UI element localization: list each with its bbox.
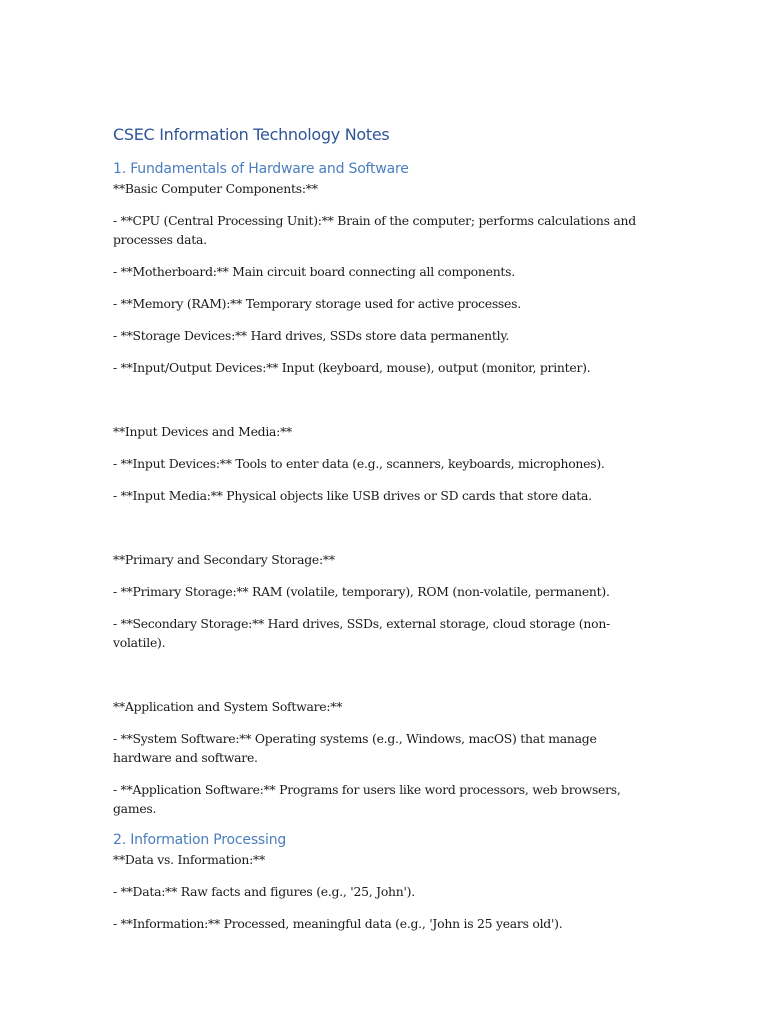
section-heading: 1. Fundamentals of Hardware and Software bbox=[113, 161, 409, 177]
group-subheading: **Basic Computer Components:** bbox=[113, 181, 318, 196]
group-subheading: **Data vs. Information:** bbox=[113, 852, 265, 867]
list-item: - **Data:** Raw facts and figures (e.g., '25, John'). bbox=[113, 884, 415, 899]
document-title: CSEC Information Technology Notes bbox=[113, 125, 390, 144]
list-item: - **Secondary Storage:** Hard drives, SSDs, external storage, cloud storage (non-volatile). bbox=[113, 616, 610, 650]
list-item: - **Storage Devices:** Hard drives, SSDs store data permanently. bbox=[113, 328, 510, 343]
list-item: - **Motherboard:** Main circuit board connecting all components. bbox=[113, 264, 515, 279]
list-item: - **Input Media:** Physical objects like USB drives or SD cards that store data. bbox=[113, 488, 592, 503]
document-body bbox=[113, 124, 658, 933]
list-item: - **Application Software:** Programs for users like word processors, web browsers, games. bbox=[113, 782, 621, 816]
list-item: - **Information:** Processed, meaningful data (e.g., 'John is 25 years old'). bbox=[113, 916, 563, 931]
section-heading: 2. Information Processing bbox=[113, 832, 287, 848]
group-subheading: **Primary and Secondary Storage:** bbox=[113, 552, 335, 567]
group-subheading: **Input Devices and Media:** bbox=[113, 424, 292, 439]
list-item: - **System Software:** Operating systems (e.g., Windows, macOS) that manage hardware and software. bbox=[113, 731, 597, 765]
list-item: - **CPU (Central Processing Unit):** Brain of the computer; performs calculations and processes data. bbox=[113, 213, 636, 247]
list-item: - **Input Devices:** Tools to enter data (e.g., scanners, keyboards, microphones). bbox=[113, 456, 605, 471]
group-subheading: **Application and System Software:** bbox=[113, 699, 343, 714]
list-item: - **Primary Storage:** RAM (volatile, temporary), ROM (non-volatile, permanent). bbox=[113, 584, 610, 599]
list-item: - **Input/Output Devices:** Input (keyboard, mouse), output (monitor, printer). bbox=[113, 360, 591, 375]
list-item: - **Memory (RAM):** Temporary storage used for active processes. bbox=[113, 296, 521, 311]
